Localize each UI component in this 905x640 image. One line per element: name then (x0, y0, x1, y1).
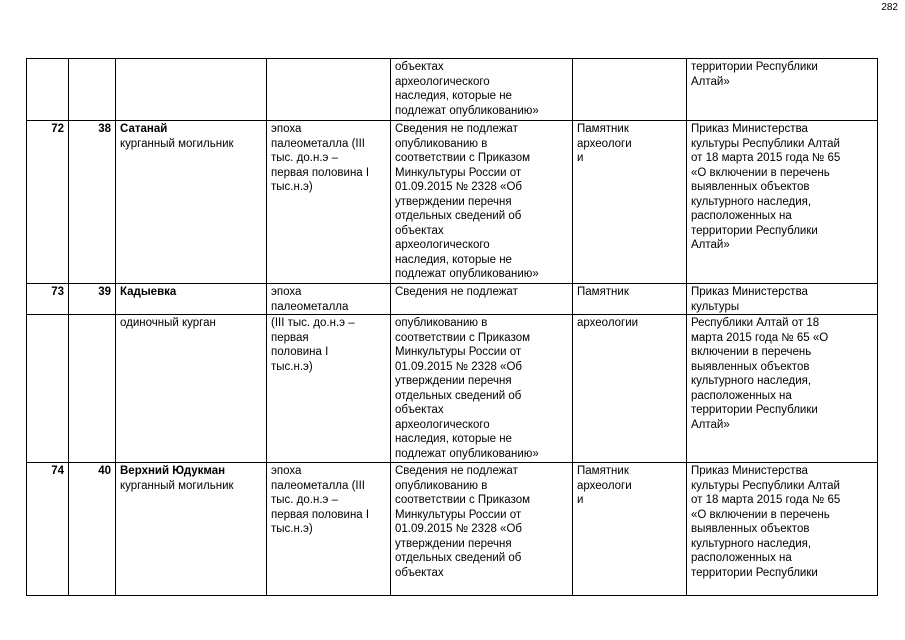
period-cell (267, 59, 391, 121)
table-row (27, 59, 878, 121)
period-cell: эпоха палеометалла (III тыс. до.н.э – первая половина I тыс.н.э) (267, 463, 391, 596)
object-name-cell (116, 284, 267, 315)
object-number: 38 (69, 121, 116, 284)
table-row (27, 463, 878, 596)
table-row (27, 315, 878, 463)
document-cell: Республики Алтай от 18 марта 2015 года № 65 «О включении в перечень выявленных объектов культурного наследия, расположенных на территории Республики Алтай» (687, 315, 878, 463)
category-cell: Памятник (573, 284, 687, 315)
object-type: курганный могильник (120, 479, 234, 492)
object-name-cell (116, 463, 267, 596)
document-cell: Приказ Министерства культуры Республики Алтай от 18 марта 2015 года № 65 «О включении в перечень выявленных объектов культурного наследия, расположенных на территории Республики (687, 463, 878, 596)
period-cell: (III тыс. до.н.э – первая половина I тыс.н.э) (267, 315, 391, 463)
object-name-cell (116, 121, 267, 284)
category-cell: Памятник археологи и (573, 463, 687, 596)
category-cell: Памятник археологи и (573, 121, 687, 284)
category-cell (573, 59, 687, 121)
category-cell: археологии (573, 315, 687, 463)
object-number: 40 (69, 463, 116, 596)
object-number: 39 (69, 284, 116, 315)
publication-info-cell: опубликованию в соответствии с Приказом Минкультуры России от 01.09.2015 № 2328 «Об утверждении перечня отдельных сведений об объектах археологического наследия, которые не подлежат опубликованию» (391, 315, 573, 463)
object-name: Кадыевка (120, 286, 177, 298)
registry-number: 73 (27, 284, 69, 315)
object-name: Верхний Юдукман (120, 465, 226, 477)
object-type: курганный могильник (120, 137, 234, 150)
object-name-cell (116, 59, 267, 121)
object-number (69, 315, 116, 463)
object-number (69, 59, 116, 121)
period-cell: эпоха палеометалла (III тыс. до.н.э – первая половина I тыс.н.э) (267, 121, 391, 284)
document-cell: Приказ Министерства культуры (687, 284, 878, 315)
publication-info-cell: Сведения не подлежат опубликованию в соответствии с Приказом Минкультуры России от 01.09.2015 № 2328 «Об утверждении перечня отдельных сведений об объектах археологического наследия, которые не подлежат опубликованию» (391, 121, 573, 284)
registry-number: 74 (27, 463, 69, 596)
object-name-cell (116, 315, 267, 463)
period-cell: эпоха палеометалла (267, 284, 391, 315)
object-name: Сатанай (120, 123, 168, 135)
heritage-objects-table (26, 58, 878, 596)
table-row (27, 284, 878, 315)
publication-info-cell: Сведения не подлежат (391, 284, 573, 315)
document-cell: территории Республики Алтай» (687, 59, 878, 121)
page-number: 282 (881, 2, 898, 13)
publication-info-cell: объектах археологического наследия, которые не подлежат опубликованию» (391, 59, 573, 121)
document-cell: Приказ Министерства культуры Республики Алтай от 18 марта 2015 года № 65 «О включении в перечень выявленных объектов культурного наследия, расположенных на территории Республики Алтай» (687, 121, 878, 284)
registry-number (27, 315, 69, 463)
publication-info-cell: Сведения не подлежат опубликованию в соответствии с Приказом Минкультуры России от 01.09.2015 № 2328 «Об утверждении перечня отдельных сведений об объектах (391, 463, 573, 596)
registry-number (27, 59, 69, 121)
table-row (27, 121, 878, 284)
object-type: одиночный курган (120, 317, 216, 329)
registry-number: 72 (27, 121, 69, 284)
